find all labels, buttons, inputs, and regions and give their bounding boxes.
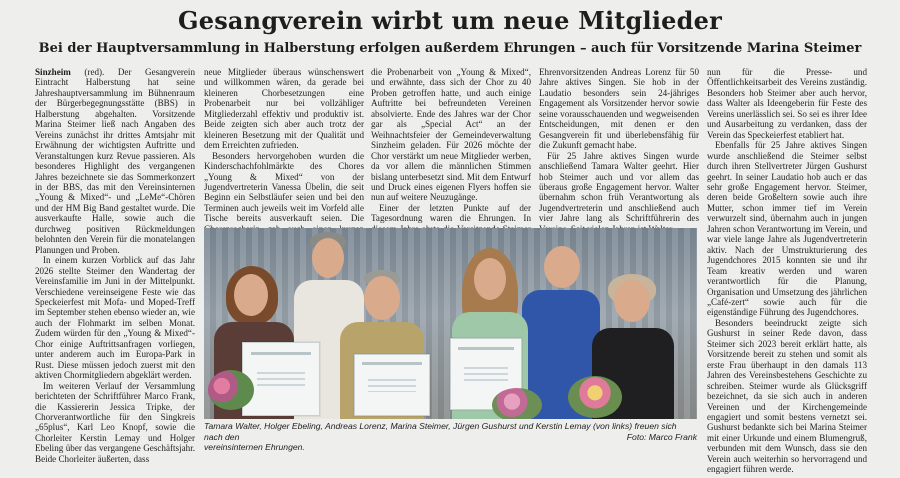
article-dateline: Sinzheim [35, 67, 71, 77]
article-subheadline: Bei der Hauptversammlung in Halberstung erfolgen außerdem Ehrungen – auch für Vorsitzende Marina Steimer [38, 41, 862, 56]
article-paragraph: die Probenarbeit von „Young & Mixed“, und erwähnte, dass sich der Chor zu 40 Proben getroffen hatte, und auch einige Auftritte bei befreundeten Vereinen absolvierte. Ende des Jahres war der Chor gar als „Special Act“ an der Weihnachtsfeier der Gemeindeverwaltung Sinzheim geladen. Für 2026 möchte der Chor verstärkt um neue Mitglieder werben, da vor allem die männlichen Stimmen bislang unterbesetzt sind. Mit dem Entwurf und Druck eines eigenen Flyers hoffen sie nun auf weitere Neuzugänge. [371, 67, 531, 203]
article-column-1 [35, 67, 195, 472]
article-headline: Gesangverein wirbt um neue Mitglieder [178, 6, 722, 35]
photo-caption [204, 421, 697, 453]
article-paragraph: Ehrenvorsitzenden Andreas Lorenz für 50 Jahre aktives Singen. Sie hob in der Laudatio besonders sein 24-jähriges Engagement als Vorsitzender hervor sowie seine vorausschauenden und wegweisenden Entscheidungen, mit denen er den Gesangverein fit und überlebensfähig für die Zukunft gemacht habe. [539, 67, 699, 151]
article-paragraph: Einer der letzten Punkte auf der Tagesordnung waren die Ehrungen. In [371, 202, 531, 224]
article-paragraph: neue Mitglieder überaus wünschenswert und willkommen wären, da gerade bei kleineren Chorbesetzungen eine Probenarbeit nur bei vollzähliger Mitgliederzahl effektiv und produktiv ist. Beide zeigten sich aber auch trotz der kleineren Besetzung mit der Qualität und dem Erreichten zufrieden. [204, 67, 364, 151]
certificate [242, 342, 320, 416]
flower-bouquet [208, 370, 254, 410]
caption-line: vereinsinternen Ehrungen. [204, 442, 305, 452]
article-paragraph: In einem kurzen Vorblick auf das Jahr 2026 stellte Steimer den Wandertag der Vereinsfamilie im Juni in der Mittelpunkt. Verschiedene vereinseigene Feste wie das Speckeierfest mit Mofa- und Moped-Treff im September stehen ebenso wieder an, wie auch der Flohmarkt im selben Monat. Zudem würden für den „Young & Mixed“-Chor einige Auftrittsanfragen vorliegen, unter anderem auch im Europa-Park in Rust. Diese müssen jedoch zuerst mit den aktiven Chormitgliedern abgeklärt werden. [35, 255, 195, 381]
article-column-3 [371, 67, 531, 227]
article-paragraph: Ebenfalls für 25 Jahre aktives Singen wurde anschließend die Steimer selbst durch ihren Stellvertreter Jürgen Gushurst geehrt. In seiner Laudatio hob auch er das sehr große Engagement hervor. Steimer, deren beide Großeltern sowie auch ihre Mutter, schon immer tief im Verein verwurzelt sind, übernahm auch in jungen Jahren schon Verantwortung im Verein, und war viele lange Jahre als Jugendvertreterin aktiv. Nach der Umstrukturierung des Jugendchores 2015 konnten sie und ihr Team kreativ werden und waren verantwortlich für die Planung, Organisation und Umsetzung des jährlichen „Café-zert“ sowie auch für die eigenständige Führung des Jugendchores. [707, 140, 867, 318]
article-paragraph: Besonders beeindruckt zeigte sich Gushurst in seiner Rede davon, dass Steimer sich 2023 bereit erklärt hatte, als Vorsitzende bereit zu stehen und somit als erste Frau überhaupt in den damals 113 Jahren des Vereinsbestehens Geschichte zu schreiben. Steimer wurde als Glücksgriff bezeichnet, da sie sich auch in anderen Vereinen und der Kirchengemeinde engagiert und somit bestens vernetzt sei. Gushurst bedankte sich bei Marina Steimer mit einer Urkunde und einem Blumengruß, verbunden mit dem Wunsch, dass sie den Verein auch weiterhin so hervorragend und engagiert führen werde. [707, 317, 867, 475]
photo-credit: Foto: Marco Frank [626, 431, 697, 442]
caption-line: Tamara Walter, Holger Ebeling, Andreas Lorenz, Marina Steimer, Jürgen Gushurst und Kerstin Lemay (von links) freuen sich nach den [204, 421, 677, 442]
article-paragraph: Für 25 Jahre aktives Singen wurde anschließend Tamara Walter geehrt. Hier hob Steimer auch und vor allem das überaus große Engagement hervor. Walter übernahm schon früh Verantwortung als Jugendvertreterin und anschließend auch vier Jahre lang als Schriftführerin des [539, 150, 699, 224]
paragraph-text: (red). Der Gesangverein Eintracht Halberstung hat seine Jahreshauptversammlung im Bühnenraum der Bürgerbegegnungsstätte (BBS) in Halberstung abgehalten. Vorsitzende Marina Steimer ließ nach Angaben des Vereins zunächst ihr drittes Amtsjahr mit Erwähnung der wichtigsten Auftritte und Veranstaltungen kurz Revue passieren. Als besonderes Highlight des vergangenen Jahres bezeichnete sie das Sommerkonzert in der BBS, das mit den Vereinsinternen „Young & Mixed“- und „LeMe“-Chören und der HM Big Band gestaltet wurde. Die ausverkaufte Halle, sowie auch die durchweg positiven Rückmeldungen belohnten den Verein für die monatelangen Planungen und Proben. [35, 67, 195, 255]
flower-bouquet [492, 388, 542, 419]
group-photo [204, 228, 697, 419]
article-column-2 [204, 67, 364, 227]
article-paragraph: Besonders hervorgehoben wurden die Kinderschachfohlmärkte des Chores „Young & Mixed“ von der Jugendvertreterin Vanessa Übelin, die seit Beginn ein Selbstläufer seien und bei den Terminen auch jeweils weit im Vorfeld alle Tische bereits ausverkauft seien. Die [204, 150, 364, 224]
article-column-4 [539, 67, 699, 227]
article-column-5 [707, 67, 867, 475]
article-paragraph: Im weiteren Verlauf der Versammlung berichteten der Schriftführer Marco Frank, die Kassiererin Jessica Tripke, der Chorverantwortliche für den Singkreis „65plus“, Karl Leo Knopf, sowie die Chorleiter Kerstin Lemay und Holger Ebeling über das vergangene Geschäftsjahr. Beide Chorleiter äußerten, dass [35, 380, 195, 464]
flower-bouquet [568, 376, 622, 418]
certificate [354, 354, 430, 416]
article-paragraph: nun für die Presse- und Öffentlichkeitsarbeit des Vereins zuständig. Besonders hob Steimer aber auch hervor, dass Walter als Ideengeberin für Feste des Vereins unerlässlich sei. So sei es ihrer Idee und Ausarbeitung zu verdanken, dass der Verein das Speckeierfest etabliert hat. [707, 67, 867, 140]
article-paragraph [35, 67, 195, 255]
